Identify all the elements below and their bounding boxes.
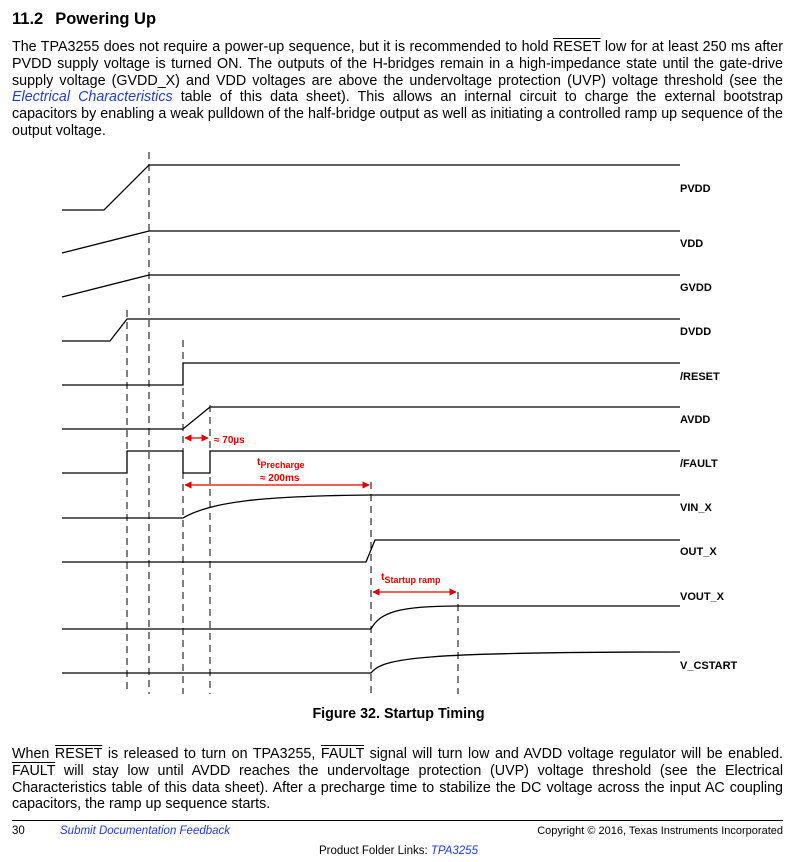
intro-text-2: low for at least 250 ms after PVDD supply voltage is turned ON. The outputs of the H-bridges remain in a high-impedance state until the gate-drive supply voltage (GVDD_X) and VDD voltages are above the undervoltage protection (UVP) voltage threshold (see the	[12, 39, 783, 89]
reset-overline-2: RESET	[54, 746, 103, 762]
page-number: 30	[12, 825, 25, 837]
intro-text-1: The TPA3255 does not require a power-up sequence, but it is recommended to hold	[12, 39, 554, 55]
signal-label-gvdd: GVDD	[680, 282, 712, 294]
reset-waveform	[62, 363, 680, 385]
tstartup-label: tStartup ramp	[381, 571, 441, 585]
fault-waveform	[62, 451, 680, 473]
outro-text-3: signal will turn low and AVDD voltage regulator will be enabled.	[364, 746, 783, 762]
avdd-waveform	[62, 407, 680, 429]
signal-label-pvdd: PVDD	[680, 183, 711, 195]
outro-paragraph	[12, 746, 783, 813]
section-title: Powering Up	[55, 10, 157, 28]
signal-label-vout: VOUT_X	[680, 591, 725, 603]
feedback-link[interactable]: Submit Documentation Feedback	[60, 825, 231, 837]
signal-label-dvdd: DVDD	[680, 326, 712, 338]
tpa3255-link[interactable]: TPA3255	[430, 845, 478, 857]
tprecharge-value: ≈ 200ms	[260, 473, 300, 484]
tprecharge-label: tPrecharge	[257, 456, 305, 470]
footer-rule	[12, 820, 783, 821]
fault-overline-2: FAULT	[12, 762, 56, 779]
electrical-characteristics-link[interactable]: Electrical Characteristics	[12, 89, 173, 106]
product-folder-links	[0, 845, 797, 857]
signal-label-vcstart: V_CSTART	[680, 660, 738, 672]
gvdd-waveform	[62, 275, 680, 297]
intro-text-3: table of this data sheet). This allows an internal circuit to charge the external bootstrap capacitors by enabling a weak pulldown of the half-bridge output as well as initiating a controlled ramp up sequence of the output voltage.	[12, 89, 783, 139]
dvdd-waveform	[62, 319, 680, 341]
copyright-notice: Copyright © 2016, Texas Instruments Incorporated	[537, 825, 783, 837]
reset-overline: RESET	[553, 39, 601, 55]
signal-label-vin: VIN_X	[680, 502, 712, 514]
figure-caption: Figure 32. Startup Timing	[312, 706, 485, 722]
fault-overline-1: FAULT	[320, 746, 365, 762]
t70-label: ≈ 70µs	[214, 435, 245, 446]
signal-label-avdd: AVDD	[680, 414, 711, 426]
signal-label-reset: /RESET	[680, 371, 720, 383]
signal-label-fault: /FAULT	[680, 458, 718, 470]
pvdd-waveform	[62, 165, 680, 210]
folder-prefix: Product Folder Links:	[319, 845, 431, 857]
outro-text-1: When	[12, 746, 55, 762]
vdd-waveform	[62, 231, 680, 253]
outro-text-4: will stay low until AVDD reaches the undervoltage protection (UVP) voltage threshold (see the Electrical Characteristics table of this data sheet). After a precharge time to stabilize the DC voltage across the input AC coupling capacitors, the ramp up sequence starts.	[12, 762, 783, 813]
section-number: 11.2	[12, 10, 44, 28]
signal-label-out: OUT_X	[680, 546, 717, 558]
signal-label-vdd: VDD	[680, 238, 704, 250]
outro-text-2: is released to turn on TPA3255,	[102, 746, 321, 762]
